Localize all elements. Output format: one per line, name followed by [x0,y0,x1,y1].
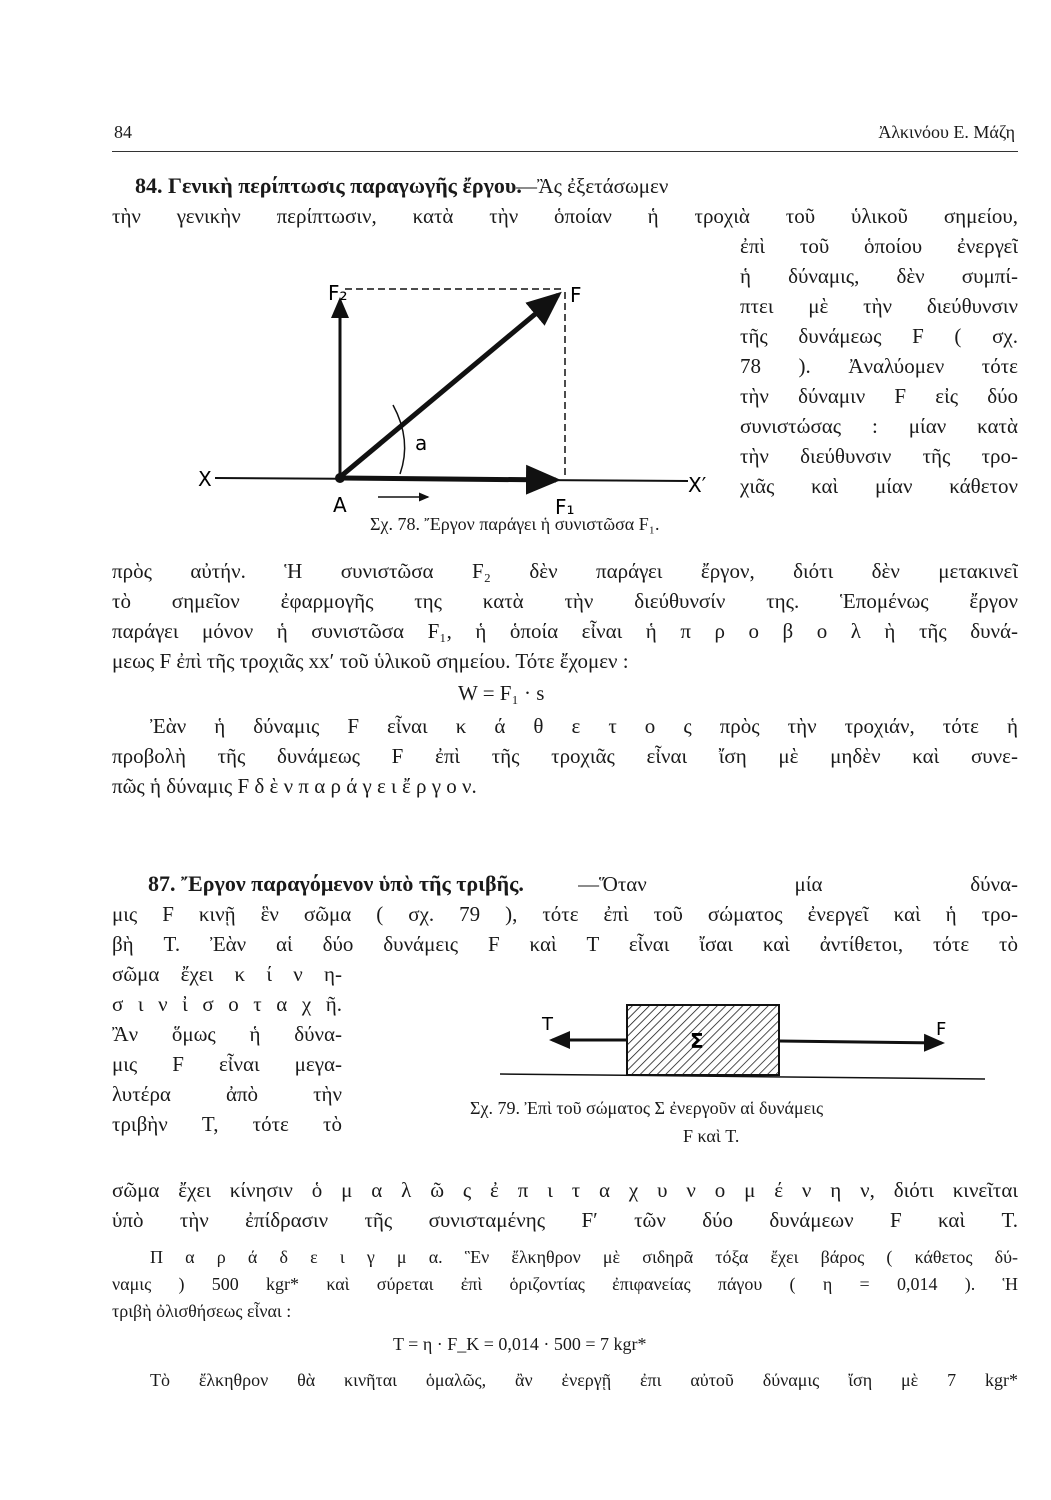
text-line: τὸ σημεῖον ἐφαρμογῆς της κατὰ τὴν διεύθυνσίν της. Ἑπομένως ἔργον [112,589,1018,613]
label-F2: F₂ [328,281,348,305]
label-A: A [333,493,347,517]
label-X: X [198,467,212,491]
text-line: μις F εἶναι μεγα- [112,1052,342,1076]
text-line: ἐπὶ τοῦ ὁποίου ἐνεργεῖ [740,234,1018,258]
text-line: πῶς ἡ δύναμις F δ ὲ ν π α ρ ά γ ε ι ἔ ρ γ ο ν. [112,774,477,798]
figure-79-caption-line-2: F καὶ T. [683,1126,740,1146]
text-line: μις F κινῇ ἓν σῶμα ( σχ. 79 ), τότε ἐπὶ τοῦ σώματος ἐνεργεῖ καὶ ἡ τρο- [112,902,1018,926]
text-line: Τὸ ἔλκηθρον θὰ κινῆται ὁμαλῶς, ἂν ἐνεργῇ ἐπι αὐτοῦ δύναμις ἴση μὲ 7 kgr* [150,1370,1018,1390]
angle-arc [393,405,405,474]
text-line: μεως F ἐπὶ τῆς τροχιᾶς xx′ τοῦ ὑλικοῦ σημείου. Τότε ἔχομεν : [112,649,629,673]
point-A [335,473,345,483]
text-line: ναμις ) 500 kgr* καὶ σύρεται ἐπὶ ὁριζοντίας ἐπιφανείας πάγου ( η = 0,014 ). Ἡ [112,1274,1018,1294]
text-line: —Ἂς ἐξετάσωμεν [516,174,669,198]
text-line: χιᾶς καὶ μίαν κάθετον [740,474,1018,498]
force-diagram [198,281,707,519]
text-line: συνιστώσας : μίαν κατὰ [740,414,1018,438]
text-line: πρὸς αὐτήν. Ἡ συνιστῶσα F₂ δὲν παράγει ἔργον, διότι δὲν μετακινεῖ [112,559,1018,583]
text-line: λυτέρα ἀπὸ τὴν [112,1082,342,1106]
text-line: σῶμα ἔχει κίνησιν ὁ μ α λ ῶ ς ἐ π ι τ α χ υ ν ο μ έ ν η ν, διότι κινεῖται [112,1178,1018,1202]
text-line: ὑπὸ τὴν ἐπίδρασιν τῆς συνισταμένης F′ τῶν δύο δυνάμεων F καὶ T. [112,1208,1018,1232]
text-line: ἡ δύναμις, δὲν συμπί- [740,264,1018,288]
page-number: 84 [114,122,132,142]
text-line: τὴν γενικὴν περίπτωσιν, κατὰ τὴν ὁποίαν ἡ τροχιὰ τοῦ ὑλικοῦ σημείου, [112,204,1018,228]
figure-79-caption-line-1: Σχ. 79. Ἐπὶ τοῦ σώματος Σ ἐνεργοῦν αἱ δυνάμεις [470,1098,824,1118]
text-line: Ἂν ὅμως ἡ δύνα- [112,1022,342,1046]
text-line: πτει μὲ τὴν διεύθυνσιν [740,294,1018,318]
friction-diagram [500,1005,985,1079]
text-line: W = F₁ · s [458,681,545,705]
label-F1: F₁ [555,495,575,519]
label-alpha: a [415,431,428,455]
text-line: προβολὴ τῆς δυνάμεως F ἐπὶ τῆς τροχιᾶς εἶναι ἴση μὲ μηδὲν καὶ συνε- [112,744,1018,768]
text-line: Π α ρ ά δ ε ι γ μ α. Ἓν ἔλκηθρον μὲ σιδηρᾶ τόξα ἔχει βάρος ( κάθετος δύ- [150,1247,1018,1267]
label-Sigma: Σ [690,1029,704,1053]
text-line: σῶμα ἔχει κ ί ν η- [112,962,342,986]
text-line: σ ι ν ἰ σ ο τ α χ ῆ. [112,992,342,1016]
vector-F [340,295,558,477]
section-heading: 87. Ἔργον παραγόμενον ὑπὸ τῆς τριβῆς. [148,871,524,896]
running-title: Ἀλκινόου Ε. Μάζη [878,122,1015,142]
text-line: Ἐὰν ἡ δύναμις F εἶναι κ ά θ ε τ ο ς πρὸς τὴν τροχιάν, τότε ἡ [150,714,1018,738]
text-line: βὴ T. Ἐὰν αἱ δύο δυνάμεις F καὶ T εἶναι ἴσαι καὶ ἀντίθετοι, τότε τὸ [112,932,1018,956]
text-line: —Ὅταν μία δύνα- [578,872,1018,896]
text-line: τριβὴ ὀλισθήσεως εἶναι : [112,1301,292,1321]
vector-F [779,1041,942,1043]
text-line: 78 ). Ἀναλύομεν τότε [740,354,1018,378]
label-T: T [542,1014,553,1035]
figure-78-caption: Σχ. 78. Ἔργον παράγει ἡ συνιστῶσα F₁. [370,514,660,534]
text-line: T = η · F_K = 0,014 · 500 = 7 kgr* [393,1334,647,1354]
text-line: τὴν διεύθυνσιν τῆς τρο- [740,444,1018,468]
text-line: τὴν δύναμιν F εἰς δύο [740,384,1018,408]
text-line: παράγει μόνον ἡ συνιστῶσα F₁, ἡ ὁποία εἶναι ἡ π ρ ο β ο λ ὴ τῆς δυνά- [112,619,1018,643]
label-F: F [936,1019,947,1040]
label-Xprime: X′ [688,473,707,497]
section-heading: 84. Γενικὴ περίπτωσις παραγωγῆς ἔργου. [135,173,522,198]
label-F: F [570,283,582,307]
vector-F1 [340,478,556,480]
text-line: τῆς δυνάμεως F ( σχ. [740,324,1018,348]
text-line: τριβὴν T, τότε τὸ [112,1112,342,1136]
